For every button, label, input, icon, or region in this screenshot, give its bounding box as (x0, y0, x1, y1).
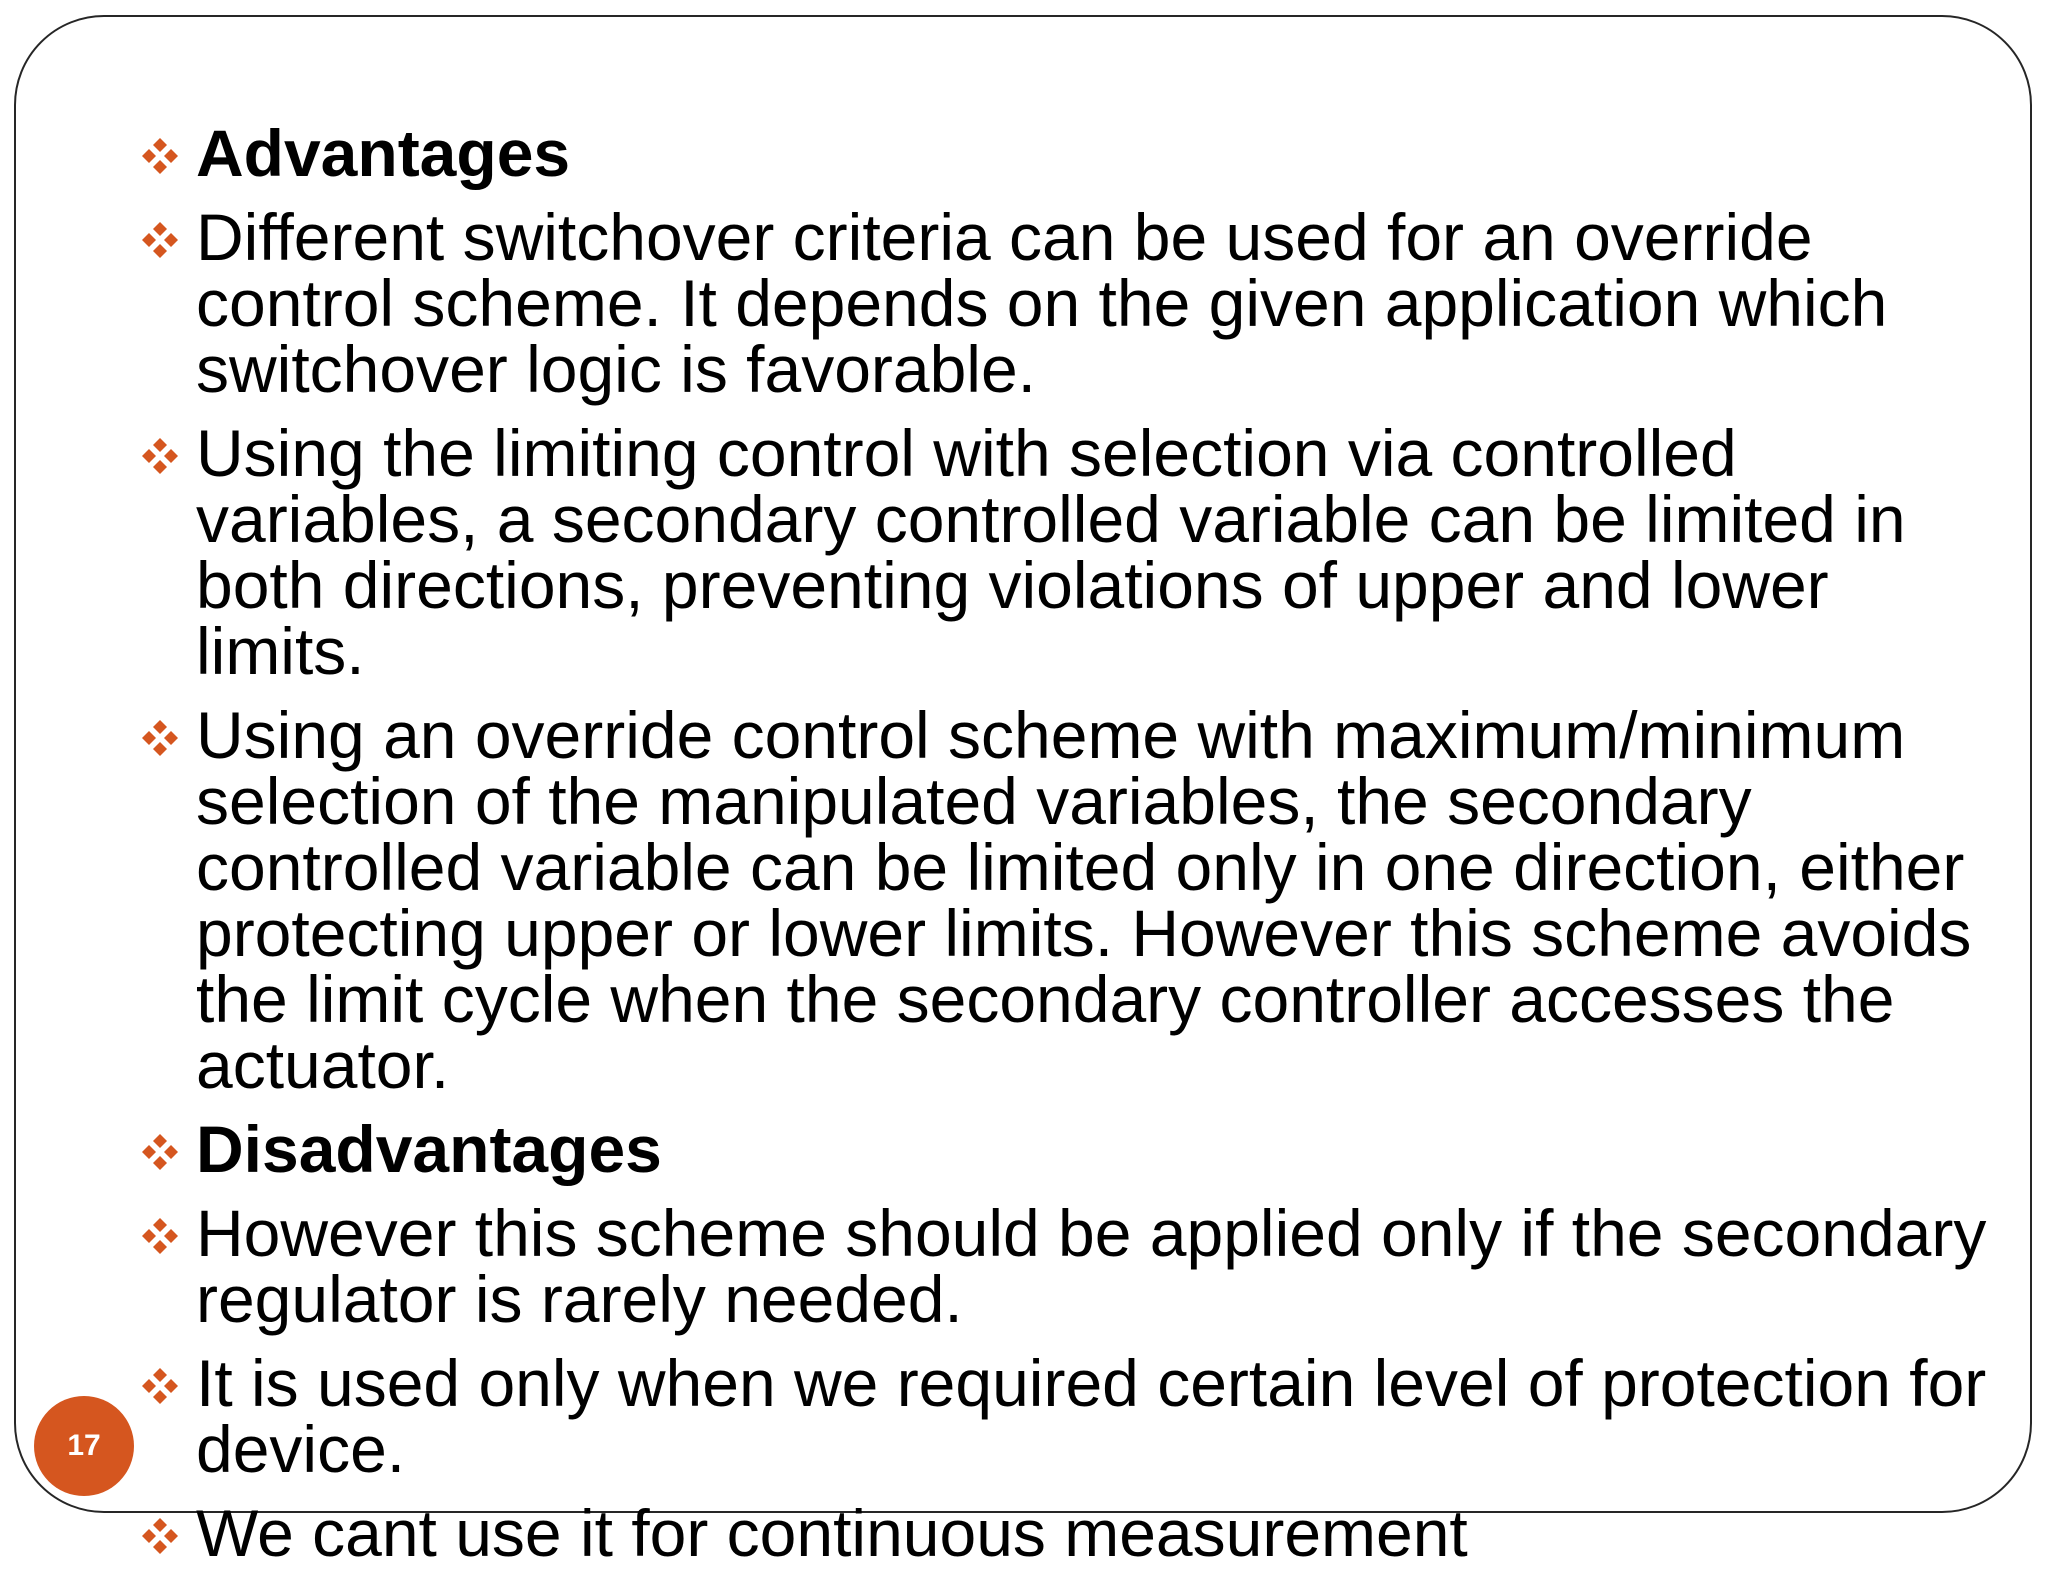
bullet-text: We cant use it for continuous measurement (196, 1496, 1468, 1570)
bullet-continuous-measurement (140, 1496, 2000, 1570)
slide-content (140, 116, 2000, 1584)
bullet-limiting-control (140, 416, 2000, 688)
four-diamond-bullet-icon (140, 1516, 180, 1556)
bullet-rarely-needed (140, 1196, 2000, 1336)
page-number: 17 (67, 1429, 101, 1462)
four-diamond-bullet-icon (140, 136, 180, 176)
four-diamond-bullet-icon (140, 1132, 180, 1172)
bullet-text: It is used only when we required certain level of protection for device. (196, 1346, 1987, 1486)
page-number-badge (34, 1396, 134, 1496)
bullet-text: Disadvantages (196, 1112, 662, 1186)
four-diamond-bullet-icon (140, 220, 180, 260)
bullet-text: Advantages (196, 116, 571, 190)
bullet-text: Different switchover criteria can be used for an override control scheme. It depends on the given application which switchover logic is favorable. (196, 200, 1888, 406)
four-diamond-bullet-icon (140, 718, 180, 758)
bullet-text: Using the limiting control with selection via controlled variables, a secondary controlled variable can be limited in both directions, preventing violations of upper and lower limits. (196, 416, 1906, 688)
bullet-switchover-criteria (140, 200, 2000, 406)
bullet-text: Using an override control scheme with maximum/minimum selection of the manipulated variables, the secondary controlled variable can be limited only in one direction, either protecting upper or lower limits. However this scheme avoids the limit cycle when the secondary controller accesses the actuator. (196, 698, 1972, 1102)
bullet-text: However this scheme should be applied only if the secondary regulator is rarely needed. (196, 1196, 1987, 1336)
bullet-override-scheme (140, 698, 2000, 1102)
four-diamond-bullet-icon (140, 1216, 180, 1256)
four-diamond-bullet-icon (140, 436, 180, 476)
bullet-protection (140, 1346, 2000, 1486)
four-diamond-bullet-icon (140, 1366, 180, 1406)
bullet-disadvantages (140, 1112, 2000, 1186)
bullet-advantages (140, 116, 2000, 190)
